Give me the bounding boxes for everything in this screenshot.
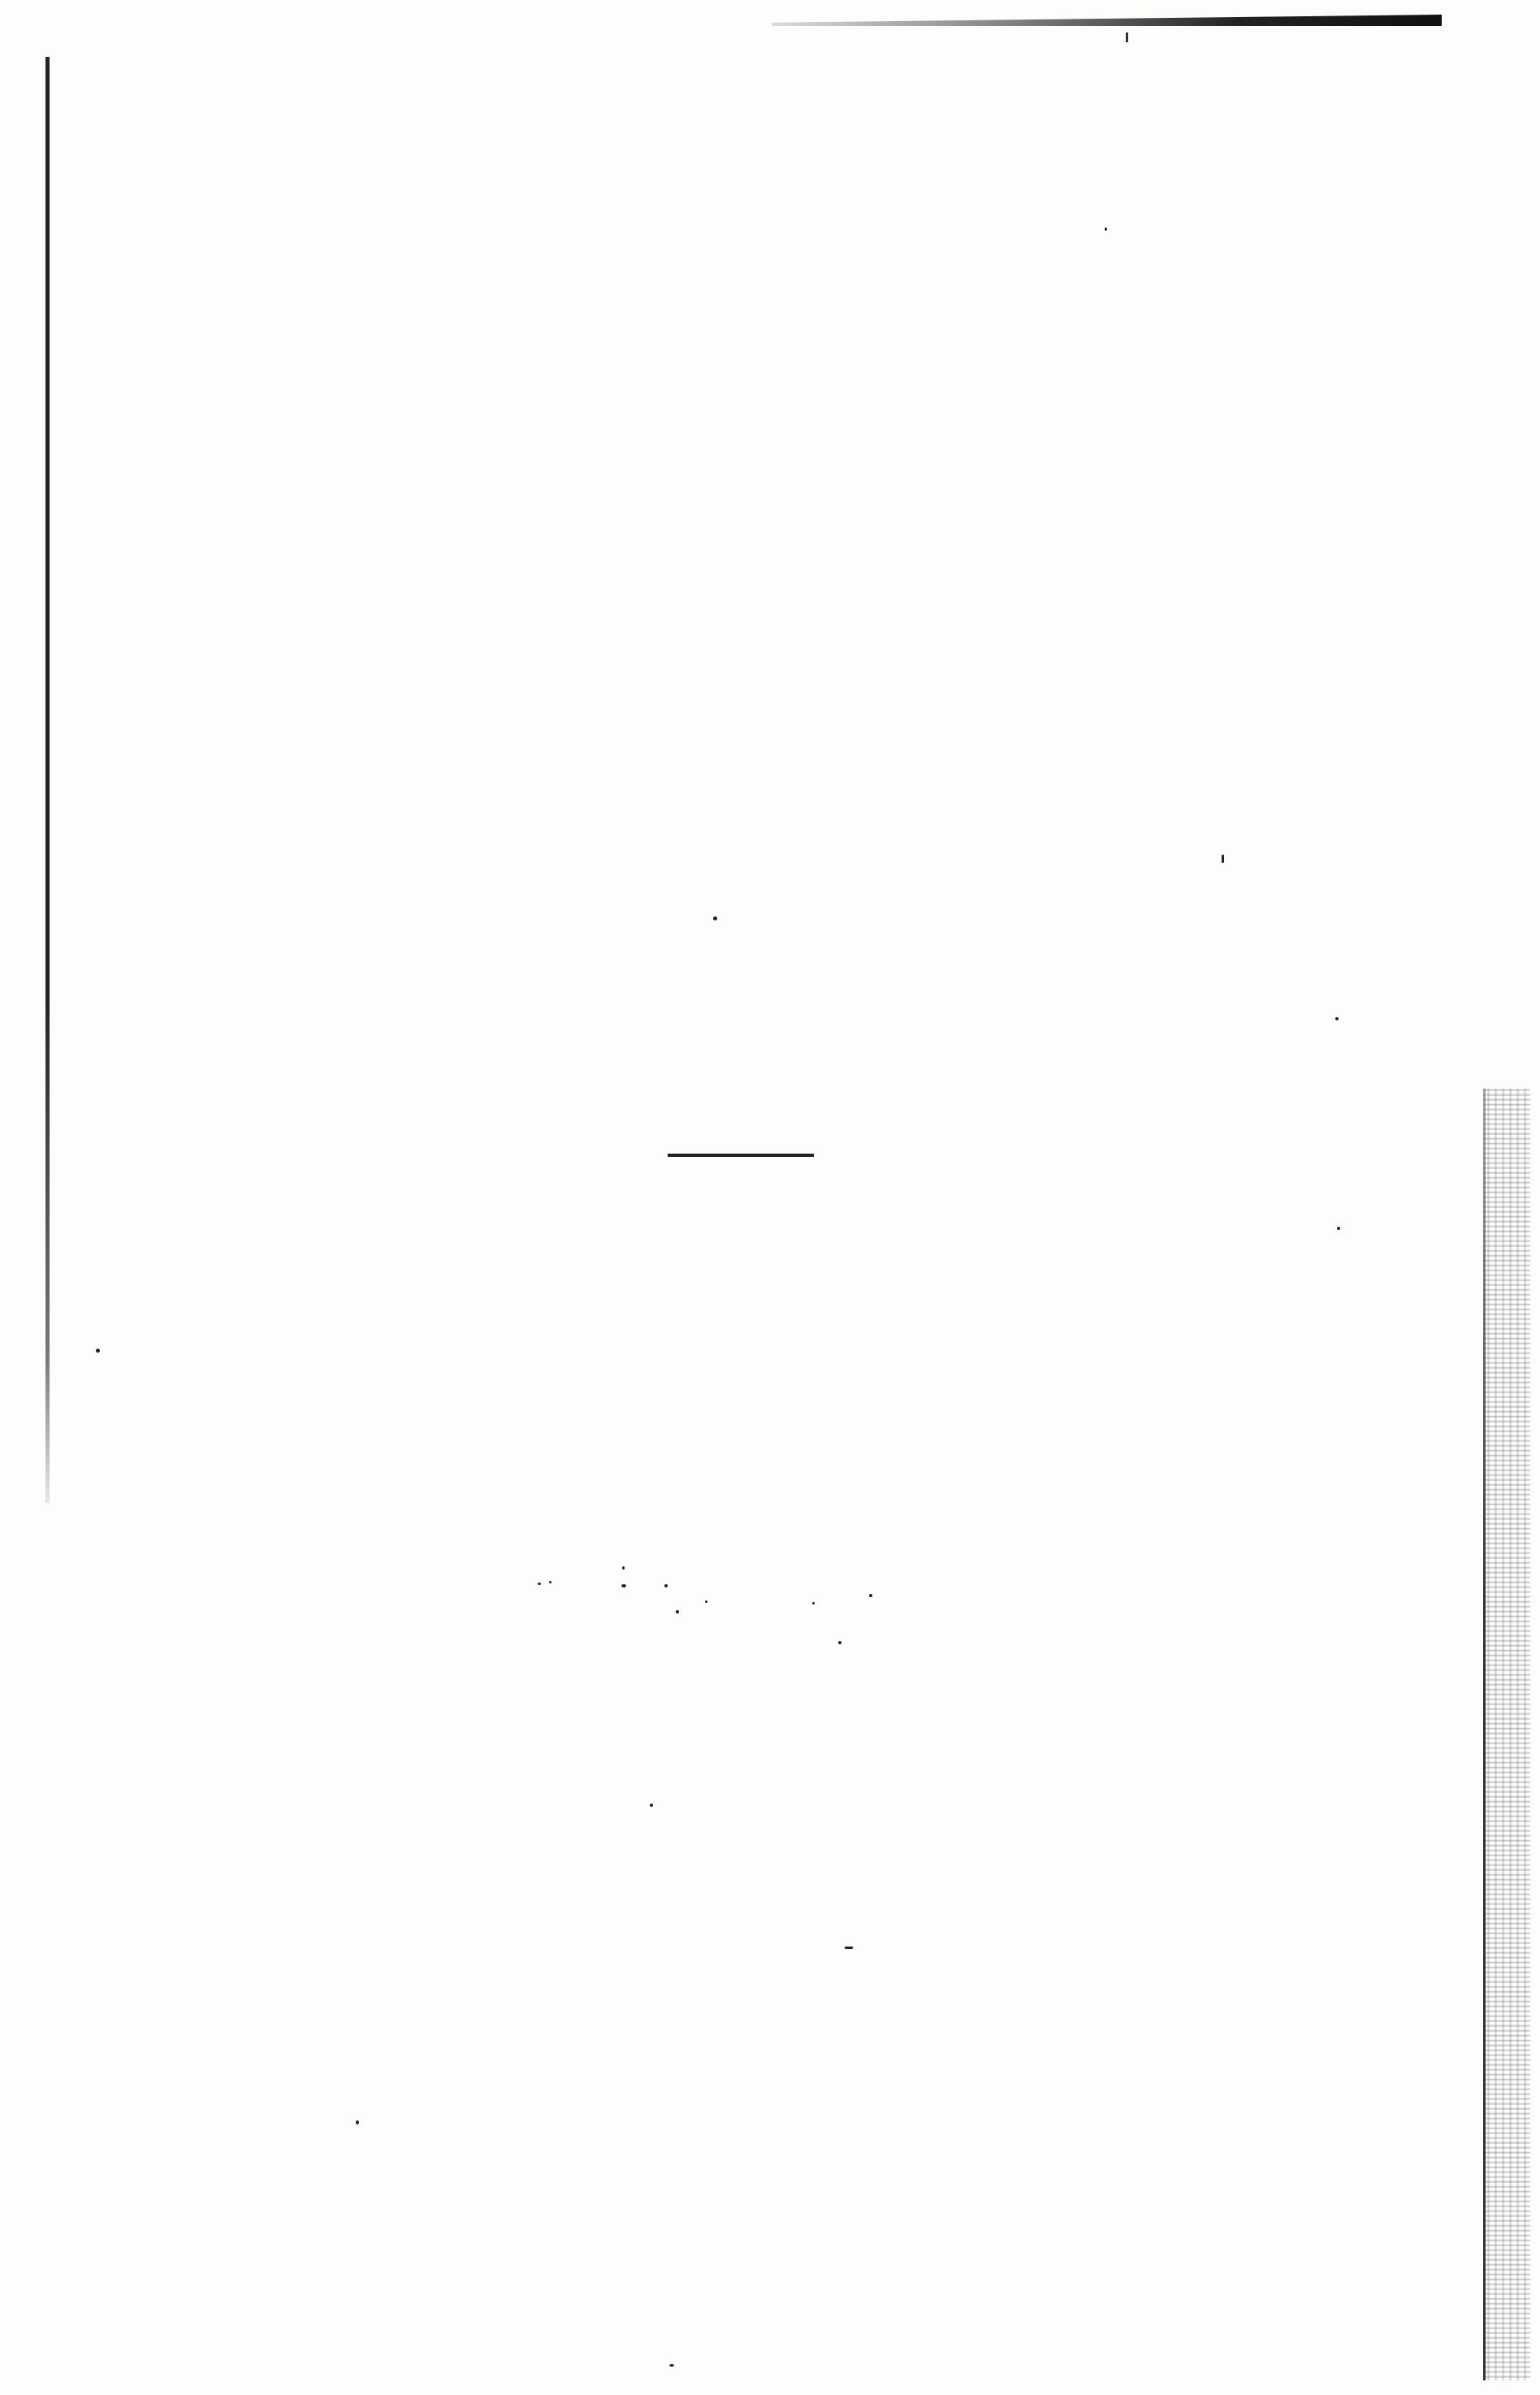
- left-margin-rule: [45, 57, 50, 1503]
- scan-speck: [669, 2364, 674, 2367]
- scan-speck: [356, 2120, 359, 2124]
- scan-speck: [812, 1602, 815, 1605]
- top-edge-rule: [772, 15, 1442, 26]
- index-entry-do: [200, 278, 1353, 310]
- end-of-index-rule: [668, 1154, 814, 1157]
- scan-speck: [705, 1600, 707, 1603]
- scan-speck: [621, 1584, 626, 1587]
- top-rule-tick-mark: [1126, 32, 1128, 42]
- scan-speck: [622, 1566, 625, 1570]
- group-spacer: [200, 245, 1353, 278]
- scan-speck: [1222, 855, 1224, 863]
- scan-speck: [650, 1804, 653, 1807]
- scan-speck: [1337, 1227, 1340, 1230]
- scan-speck: [538, 1583, 541, 1585]
- scan-speck: [845, 1947, 853, 1949]
- group-spacer: [200, 310, 1353, 343]
- right-edge-binding-line: [1483, 1089, 1486, 2380]
- right-edge-binding-noise: [1483, 1089, 1530, 2380]
- scan-speck: [96, 1349, 100, 1353]
- index-body: [200, 213, 1353, 343]
- scan-speck: [713, 916, 717, 920]
- index-group-u: [200, 278, 1353, 310]
- scan-speck: [869, 1594, 872, 1597]
- page-header: [0, 110, 1540, 167]
- scan-speck: [1105, 227, 1107, 231]
- group-spacer: [200, 213, 1353, 245]
- scan-speck: [676, 1610, 679, 1613]
- scan-speck: [664, 1584, 668, 1587]
- scan-speck: [838, 1641, 841, 1644]
- scan-speck: [549, 1581, 552, 1583]
- scan-speck: [1335, 1017, 1339, 1020]
